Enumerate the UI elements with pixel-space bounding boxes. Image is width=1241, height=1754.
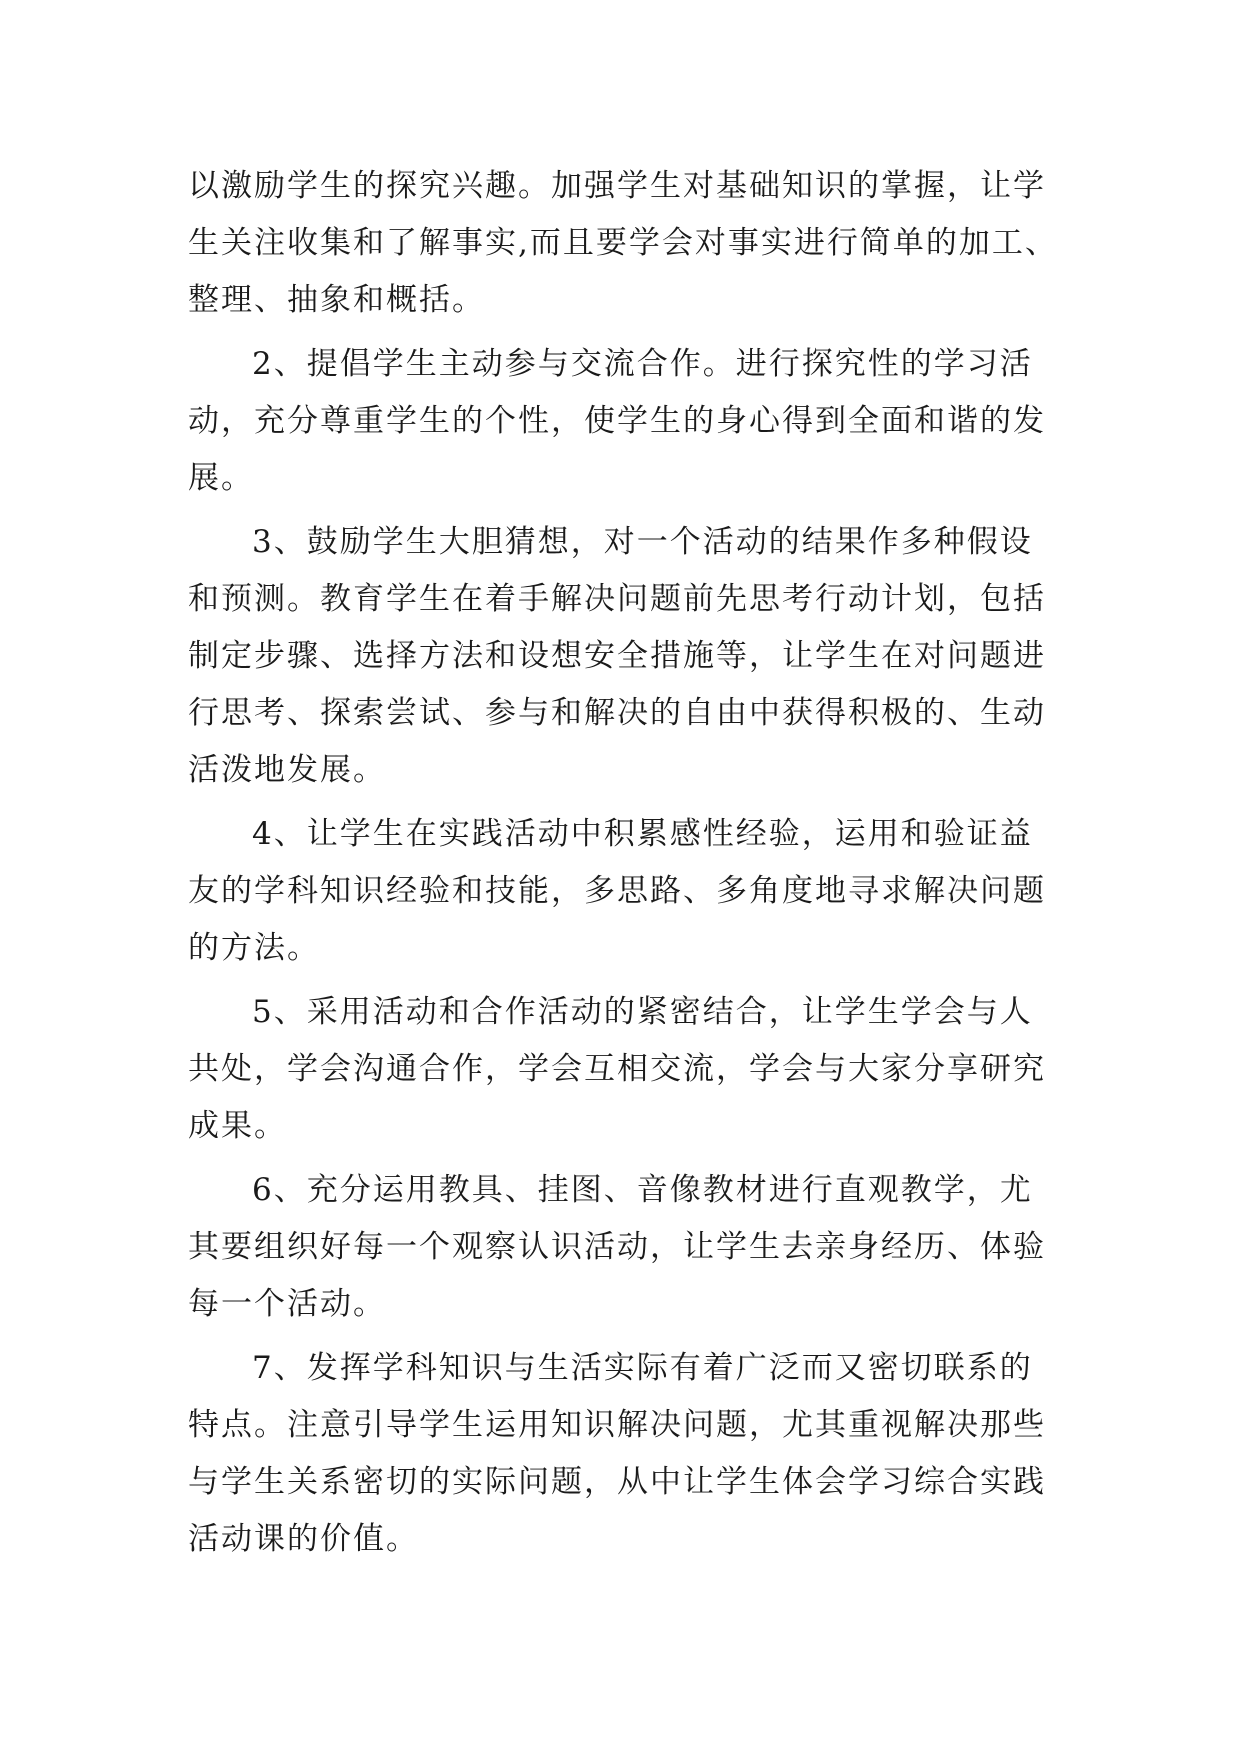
paragraph-7-start: 7、发挥学科知识与生活实际有着广泛而又密切联系的: [252, 1350, 1033, 1386]
text-line: 其要组织好每一个观察认识活动，让学生去亲身经历、体验: [188, 1229, 1046, 1265]
text-line: 以激励学生的探究兴趣。加强学生对基础知识的掌握，让学: [188, 168, 1046, 204]
paragraph-5-start: 5、采用活动和合作活动的紧密结合，让学生学会与人: [252, 994, 1033, 1030]
text-line: 活动课的价值。: [188, 1521, 419, 1557]
text-line: 和预测。教育学生在着手解决问题前先思考行动计划，包括: [188, 581, 1046, 617]
text-line: 成果。: [188, 1108, 287, 1144]
text-line: 与学生关系密切的实际问题，从中让学生体会学习综合实践: [188, 1464, 1046, 1500]
paragraph-2-start: 2、提倡学生主动参与交流合作。进行探究性的学习活: [252, 346, 1033, 382]
paragraph-4-start: 4、让学生在实践活动中积累感性经验，运用和验证益: [252, 816, 1033, 852]
text-line: 特点。注意引导学生运用知识解决问题，尤其重视解决那些: [188, 1407, 1046, 1443]
text-line: 友的学科知识经验和技能，多思路、多角度地寻求解决问题: [188, 873, 1046, 909]
text-line: 生关注收集和了解事实,而且要学会对事实进行简单的加工、: [188, 225, 1058, 261]
paragraph-3-start: 3、鼓励学生大胆猜想，对一个活动的结果作多种假设: [252, 524, 1033, 560]
text-line: 共处，学会沟通合作，学会互相交流，学会与大家分享研究: [188, 1051, 1046, 1087]
text-line: 的方法。: [188, 930, 320, 966]
text-line: 展。: [188, 460, 254, 496]
paragraph-6-start: 6、充分运用教具、挂图、音像教材进行直观教学，尤: [252, 1172, 1033, 1208]
text-line: 每一个活动。: [188, 1286, 386, 1322]
text-line: 整理、抽象和概括。: [188, 282, 485, 318]
text-line: 活泼地发展。: [188, 752, 386, 788]
text-line: 制定步骤、选择方法和设想安全措施等，让学生在对问题进: [188, 638, 1046, 674]
text-line: 动，充分尊重学生的个性，使学生的身心得到全面和谐的发: [188, 403, 1046, 439]
text-line: 行思考、探索尝试、参与和解决的自由中获得积极的、生动: [188, 695, 1046, 731]
